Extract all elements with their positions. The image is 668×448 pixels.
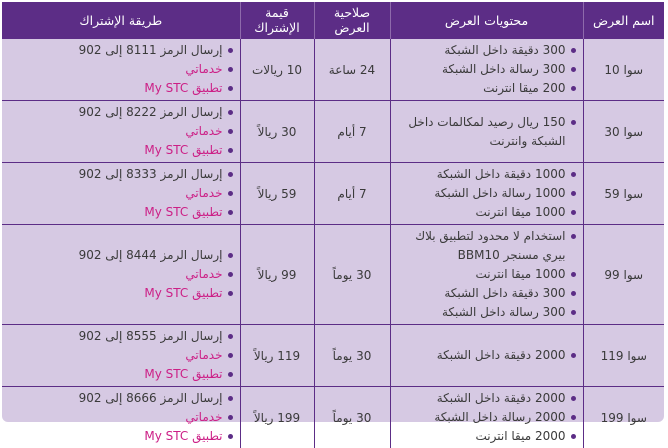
header-offer-content: محتويات العرض: [390, 2, 583, 39]
offers-table: [2, 2, 664, 448]
offer-name-cell: سوا 119: [583, 325, 664, 387]
offer-content-cell: [390, 39, 583, 101]
sms-code-instruction: إرسال الرمز 8555 إلى 902: [6, 327, 234, 346]
content-item: استخدام لا محدود لتطبيق بلاك بيري مسنجر BBM10: [395, 227, 577, 265]
content-item: 1000 رسالة داخل الشبكة: [395, 184, 577, 203]
subscription-method-cell: [2, 387, 240, 448]
sms-code-instruction: إرسال الرمز 8444 إلى 902: [6, 246, 234, 265]
content-item: 300 دقيقة داخل الشبكة: [395, 41, 577, 60]
offer-name-cell: سوا 59: [583, 163, 664, 225]
content-list: [395, 346, 577, 365]
subscription-method-cell: [2, 225, 240, 325]
mystc-app-link[interactable]: تطبيق My STC: [6, 427, 234, 446]
content-list: [395, 113, 577, 151]
table-row: [2, 325, 664, 387]
method-list: [6, 327, 234, 384]
price-cell: 119 ريالاً: [240, 325, 314, 387]
content-item: 2000 ميقا انترنت: [395, 427, 577, 446]
content-item: 300 رسالة داخل الشبكة: [395, 60, 577, 79]
subscription-method-cell: [2, 163, 240, 225]
header-price: قيمة الإشتراك: [240, 2, 314, 39]
offers-table-container: [2, 2, 664, 422]
sms-code-instruction: إرسال الرمز 8111 إلى 902: [6, 41, 234, 60]
table-row: [2, 387, 664, 448]
my-services-link[interactable]: خدماتي: [6, 346, 234, 365]
price-cell: 59 ريالاً: [240, 163, 314, 225]
content-item: 2000 دقيقة داخل الشبكة: [395, 346, 577, 365]
validity-cell: 30 يوماً: [314, 225, 390, 325]
content-item: 1000 ميقا انترنت: [395, 203, 577, 222]
table-row: [2, 39, 664, 101]
table-row: [2, 163, 664, 225]
content-item: 150 ريال رصيد لمكالمات داخل الشبكة وانترنت: [395, 113, 577, 151]
offer-content-cell: [390, 387, 583, 448]
subscription-method-cell: [2, 101, 240, 163]
header-validity: صلاحية العرض: [314, 2, 390, 39]
mystc-app-link[interactable]: تطبيق My STC: [6, 141, 234, 160]
validity-cell: 30 يوماً: [314, 387, 390, 448]
content-item: 2000 دقيقة داخل الشبكة: [395, 389, 577, 408]
subscription-method-cell: [2, 39, 240, 101]
validity-cell: 24 ساعة: [314, 39, 390, 101]
offer-content-cell: [390, 325, 583, 387]
validity-cell: 7 أيام: [314, 163, 390, 225]
sms-code-instruction: إرسال الرمز 8333 إلى 902: [6, 165, 234, 184]
method-list: [6, 246, 234, 303]
content-list: [395, 389, 577, 446]
offer-content-cell: [390, 101, 583, 163]
offer-content-cell: [390, 225, 583, 325]
method-list: [6, 165, 234, 222]
sms-code-instruction: إرسال الرمز 8666 إلى 902: [6, 389, 234, 408]
validity-cell: 30 يوماً: [314, 325, 390, 387]
mystc-app-link[interactable]: تطبيق My STC: [6, 79, 234, 98]
my-services-link[interactable]: خدماتي: [6, 184, 234, 203]
price-cell: 99 ريالاً: [240, 225, 314, 325]
offer-name-cell: سوا 199: [583, 387, 664, 448]
offer-name-cell: سوا 30: [583, 101, 664, 163]
content-item: 2000 رسالة داخل الشبكة: [395, 408, 577, 427]
content-item: 1000 دقيقة داخل الشبكة: [395, 165, 577, 184]
my-services-link[interactable]: خدماتي: [6, 408, 234, 427]
content-item: 300 دقيقة داخل الشبكة: [395, 284, 577, 303]
content-list: [395, 41, 577, 98]
method-list: [6, 389, 234, 446]
table-row: [2, 225, 664, 325]
my-services-link[interactable]: خدماتي: [6, 265, 234, 284]
price-cell: 10 ريالات: [240, 39, 314, 101]
subscription-method-cell: [2, 325, 240, 387]
content-list: [395, 165, 577, 222]
my-services-link[interactable]: خدماتي: [6, 60, 234, 79]
offer-name-cell: سوا 10: [583, 39, 664, 101]
method-list: [6, 41, 234, 98]
content-item: 300 رسالة داخل الشبكة: [395, 303, 577, 322]
header-subscription-method: طريقة الإشتراك: [2, 2, 240, 39]
offer-content-cell: [390, 163, 583, 225]
table-header-row: [2, 2, 664, 39]
sms-code-instruction: إرسال الرمز 8222 إلى 902: [6, 103, 234, 122]
offer-name-cell: سوا 99: [583, 225, 664, 325]
validity-cell: 7 أيام: [314, 101, 390, 163]
my-services-link[interactable]: خدماتي: [6, 122, 234, 141]
content-item: 200 ميقا انترنت: [395, 79, 577, 98]
price-cell: 30 ريالاً: [240, 101, 314, 163]
mystc-app-link[interactable]: تطبيق My STC: [6, 365, 234, 384]
mystc-app-link[interactable]: تطبيق My STC: [6, 284, 234, 303]
price-cell: 199 ريالاً: [240, 387, 314, 448]
table-row: [2, 101, 664, 163]
content-list: [395, 227, 577, 322]
content-item: 1000 ميقا انترنت: [395, 265, 577, 284]
mystc-app-link[interactable]: تطبيق My STC: [6, 203, 234, 222]
header-offer-name: اسم العرض: [583, 2, 664, 39]
method-list: [6, 103, 234, 160]
